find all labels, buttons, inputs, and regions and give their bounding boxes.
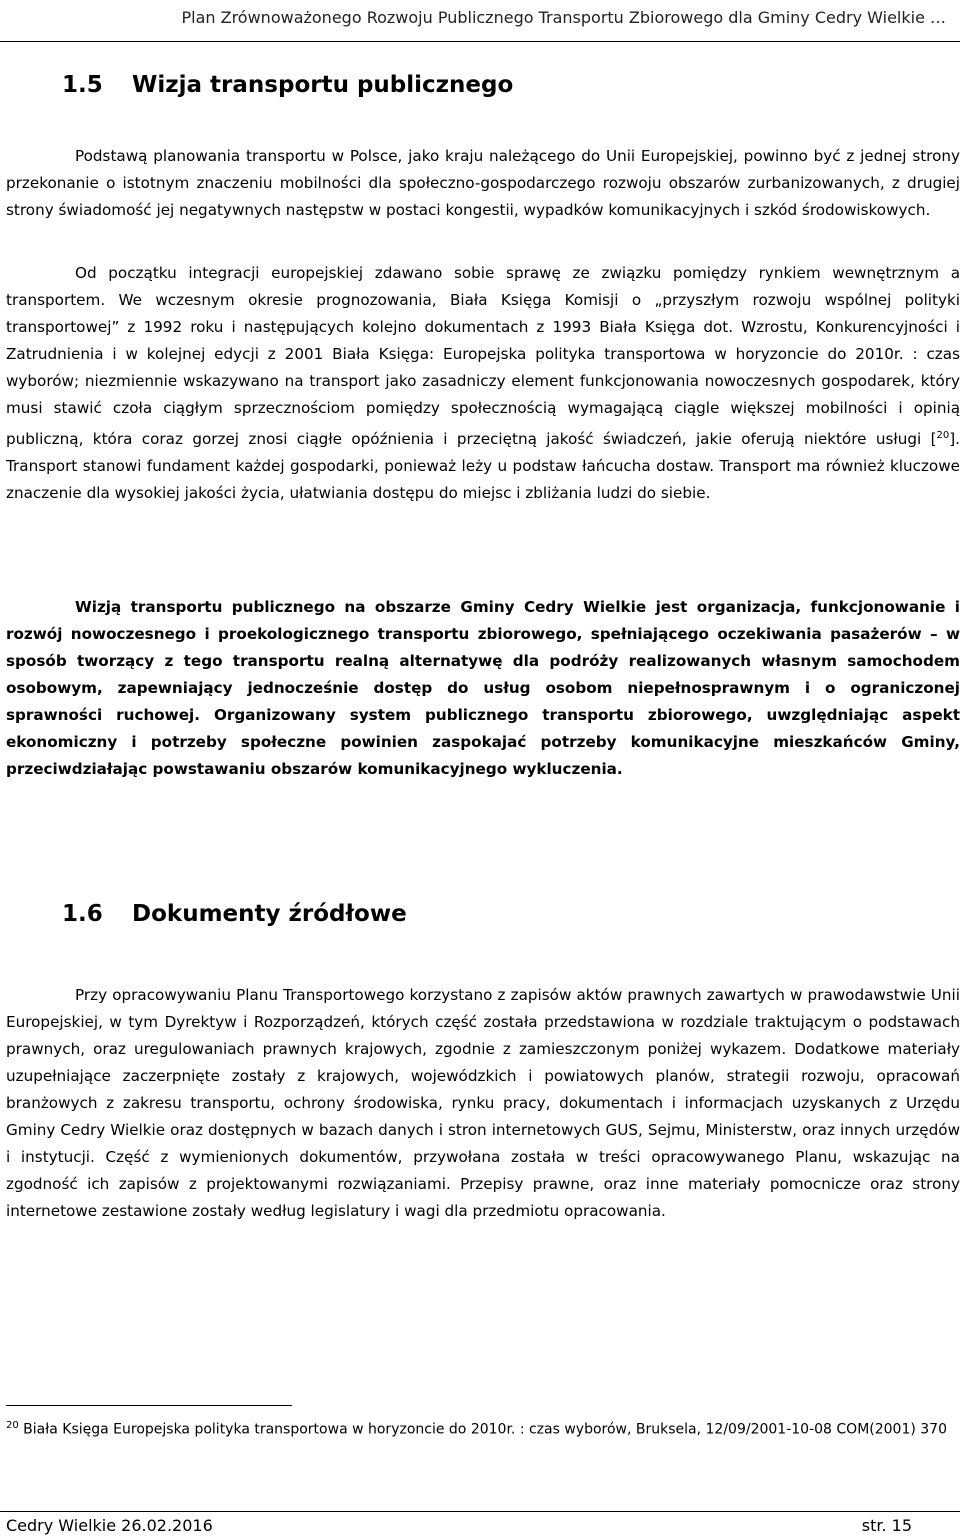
section-number: 1.5 [62, 72, 103, 98]
footnote-divider [6, 1405, 292, 1406]
footnote [6, 1413, 956, 1443]
section-title: Dokumenty źródłowe [132, 901, 407, 927]
section-heading-1-5 [62, 72, 513, 98]
footer-place-date: Cedry Wielkie 26.02.2016 [6, 1516, 213, 1535]
vision-paragraph: Wizją transportu publicznego na obszarze Gminy Cedry Wielkie jest organizacja, funkcjonowanie i rozwój nowoczesnego i proekologicznego transportu zbiorowego, spełniającego oczekiwania pasażerów – w sposób tworzący z tego transportu realną alternatywę dla podróży realizowanych własnym samochodem osobowym, zapewniający jednocześnie dostęp do usług osobom niepełnosprawnym i o ograniczonej sprawności ruchowej. Organizowany system publicznego transportu zbiorowego, uwzględniając aspekt ekonomiczny i potrzeby społeczne powinien zaspokajać potrzeby komunikacyjne mieszkańców Gminy, przeciwdziałając powstawaniu obszarów komunikacyjnego wykluczenia. [6, 598, 960, 778]
paragraph-text: Od początku integracji europejskiej zdawano sobie sprawę ze związku pomiędzy rynkiem wewnętrznym a transportem. We wczesnym okresie prognozowania, Biała Księga Komisji o „przyszłym rozwoju wspólnej polityki transportowej” z 1992 roku i następujących kolejno dokumentach z 1993 Biała Księga dot. Wzrostu, Konkurencyjności i Zatrudnienia i w kolejnej edycji z 2001 Biała Księga: Europejska polityka transportowa w horyzoncie do 2010r. : czas wyborów; niezmiennie wskazywano na transport jako zasadniczy element funkcjonowania nowoczesnych gospodarek, który musi stawić czoła ciągłym sprzecznościom pomiędzy społecznością wymagającą ciągle większej mobilności i opinią publiczną, która coraz gorzej znosi ciągłe opóźnienia i przeciętną jakość świadczeń, jakie oferują niektóre usługi [ [6, 264, 960, 449]
page-header [0, 0, 960, 40]
section-heading-1-6 [62, 901, 407, 927]
section-title: Wizja transportu publicznego [132, 72, 514, 98]
section-number: 1.6 [62, 901, 103, 927]
footnote-text: Biała Księga Europejska polityka transportowa w horyzoncie do 2010r. : czas wyborów, Bruksela, 12/09/2001-10-08 COM(2001) 370 [18, 1421, 947, 1438]
header-divider [0, 41, 960, 42]
page-number: str. 15 [861, 1516, 912, 1535]
paragraph-mobility: Podstawą planowania transportu w Polsce, jako kraju należącego do Unii Europejskiej, powinno być z jednej strony przekonanie o istotnym znaczeniu mobilności dla społeczno-gospodarczego rozwoju obszarów zurbanizowanych, z drugiej strony świadomość jej negatywnych następstw w postaci kongestii, wypadków komunikacyjnych i szkód środowiskowych. [6, 147, 960, 219]
running-title: Plan Zrównoważonego Rozwoju Publicznego Transportu Zbiorowego dla Gminy Cedry Wielkie … [181, 8, 946, 27]
paragraph-source-documents: Przy opracowywaniu Planu Transportowego korzystano z zapisów aktów prawnych zawartych w prawodawstwie Unii Europejskiej, w tym Dyrektyw i Rozporządzeń, których część została przedstawiona w rozdziale traktującym o podstawach prawnych, oraz uregulowaniach prawnych krajowych, zgodnie z zamieszczonym poniżej wykazem. Dodatkowe materiały uzupełniające zaczerpnięte zostały z krajowych, wojewódzkich i powiatowych planów, strategii rozwoju, opracowań branżowych z zakresu transportu, ochrony środowiska, rynku pracy, dokumentach i informacjach uzyskanych z Urzędu Gminy Cedry Wielkie oraz dostępnych w bazach danych i stron internetowych GUS, Sejmu, Ministerstw, oraz innych urzędów i instytucji. Część z wymienionych dokumentów, przywołana została w treści opracowywanego Planu, wskazując na zgodność ich zapisów z projektowanymi rozwiązaniami. Przepisy prawne, oraz inne materiały pomocnicze oraz strony internetowe zestawione zostały według legislatury i wagi dla przedmiotu opracowania. [6, 986, 960, 1220]
paragraph-eu-integration [6, 260, 960, 507]
footnote-number: 20 [6, 1420, 19, 1431]
footnote-reference[interactable]: 20 [936, 430, 950, 441]
footer-divider [0, 1511, 960, 1512]
paragraph-text: ]. Transport stanowi fundament każdej gospodarki, ponieważ leży u podstaw łańcucha dostaw. Transport ma również kluczowe znaczenie dla wysokiej jakości życia, ułatwiania dostępu do miejsc i zbliżania ludzi do siebie. [6, 430, 960, 503]
